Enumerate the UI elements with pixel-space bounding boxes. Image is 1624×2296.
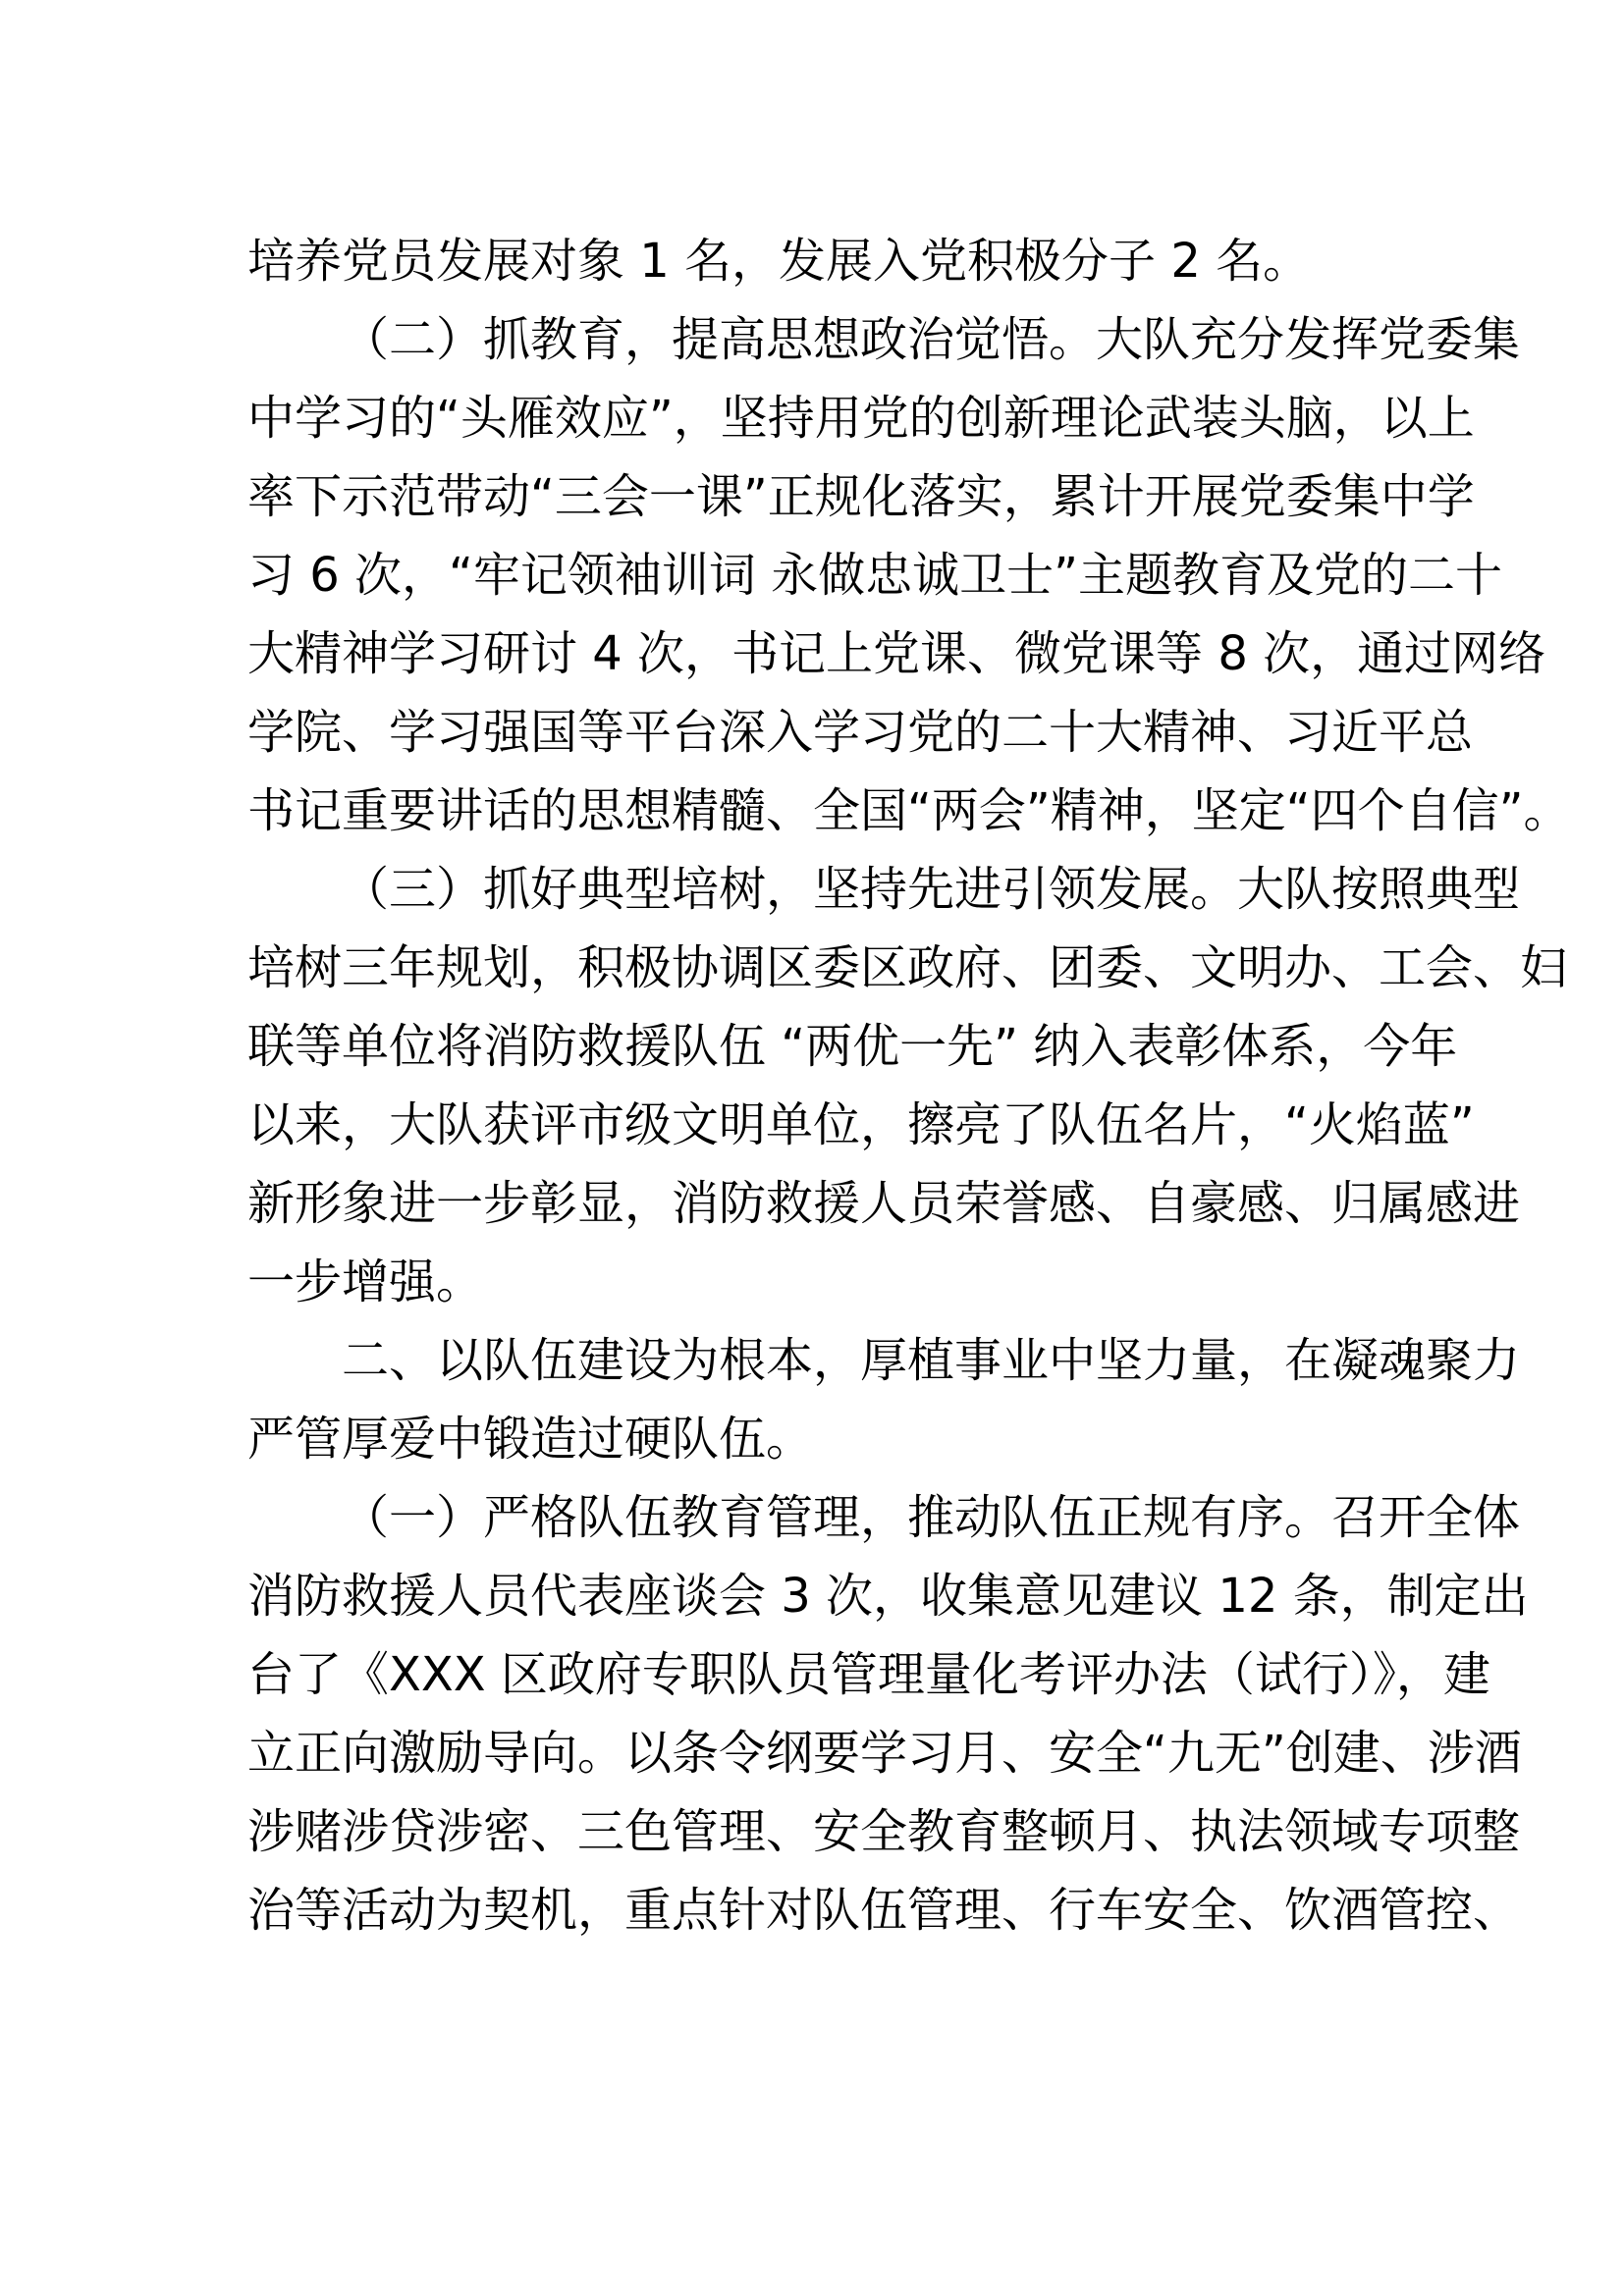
text-line-14: 一步增强。 bbox=[247, 1255, 484, 1309]
text-line-18: 消防救援人员代表座谈会 3 次，收集意见建议 12 条，制定出 bbox=[247, 1569, 1529, 1624]
text-line-17: （一）严格队伍教育管理，推动队伍正规有序。召开全体 bbox=[342, 1490, 1521, 1545]
body-text bbox=[247, 222, 1571, 1949]
text-line-22: 治等活动为契机，重点针对队伍管理、行车安全、饮酒管控、 bbox=[247, 1883, 1521, 1938]
text-line-13: 新形象进一步彰显，消防救援人员荣誉感、自豪感、归属感进 bbox=[247, 1176, 1521, 1231]
text-line-16: 严管厚爱中锻造过硬队伍。 bbox=[247, 1412, 814, 1467]
text-line-3: 中学习的“头雁效应”，坚持用党的创新理论武装头脑，以上 bbox=[247, 391, 1475, 446]
text-line-7: 学院、学习强国等平台深入学习党的二十大精神、习近平总 bbox=[247, 705, 1474, 760]
text-line-12: 以来，大队获评市级文明单位，擦亮了队伍名片，“火焰蓝” bbox=[247, 1097, 1475, 1152]
text-line-4: 率下示范带动“三会一课”正规化落实，累计开展党委集中学 bbox=[247, 469, 1475, 524]
text-line-11: 联等单位将消防救援队伍 “两优一先” 纳入表彰体系，今年 bbox=[247, 1019, 1458, 1074]
text-line-8: 书记重要讲话的思想精髓、全国“两会”精神，坚定“四个自信”。 bbox=[247, 783, 1571, 838]
text-line-6: 大精神学习研讨 4 次，书记上党课、微党课等 8 次，通过网络 bbox=[247, 626, 1546, 681]
text-line-20: 立正向激励导向。以条令纲要学习月、安全“九无”创建、涉酒 bbox=[247, 1726, 1522, 1781]
text-line-10: 培树三年规划，积极协调区委区政府、团委、文明办、工会、妇 bbox=[247, 940, 1568, 995]
text-line-5: 习 6 次，“牢记领袖训词 永做忠诚卫士”主题教育及党的二十 bbox=[247, 548, 1503, 603]
text-line-21: 涉赌涉贷涉密、三色管理、安全教育整顿月、执法领域专项整 bbox=[247, 1804, 1521, 1859]
text-line-19: 台了《XXX 区政府专职队员管理量化考评办法（试行）》，建 bbox=[247, 1647, 1490, 1702]
text-line-1: 培养党员发展对象 1 名，发展入党积极分子 2 名。 bbox=[247, 234, 1311, 289]
text-line-2: （二）抓教育，提高思想政治觉悟。大队充分发挥党委集 bbox=[342, 312, 1521, 367]
text-line-9: （三）抓好典型培树，坚持先进引领发展。大队按照典型 bbox=[342, 862, 1521, 917]
text-line-15: 二、以队伍建设为根本，厚植事业中坚力量，在凝魂聚力 bbox=[342, 1333, 1521, 1388]
